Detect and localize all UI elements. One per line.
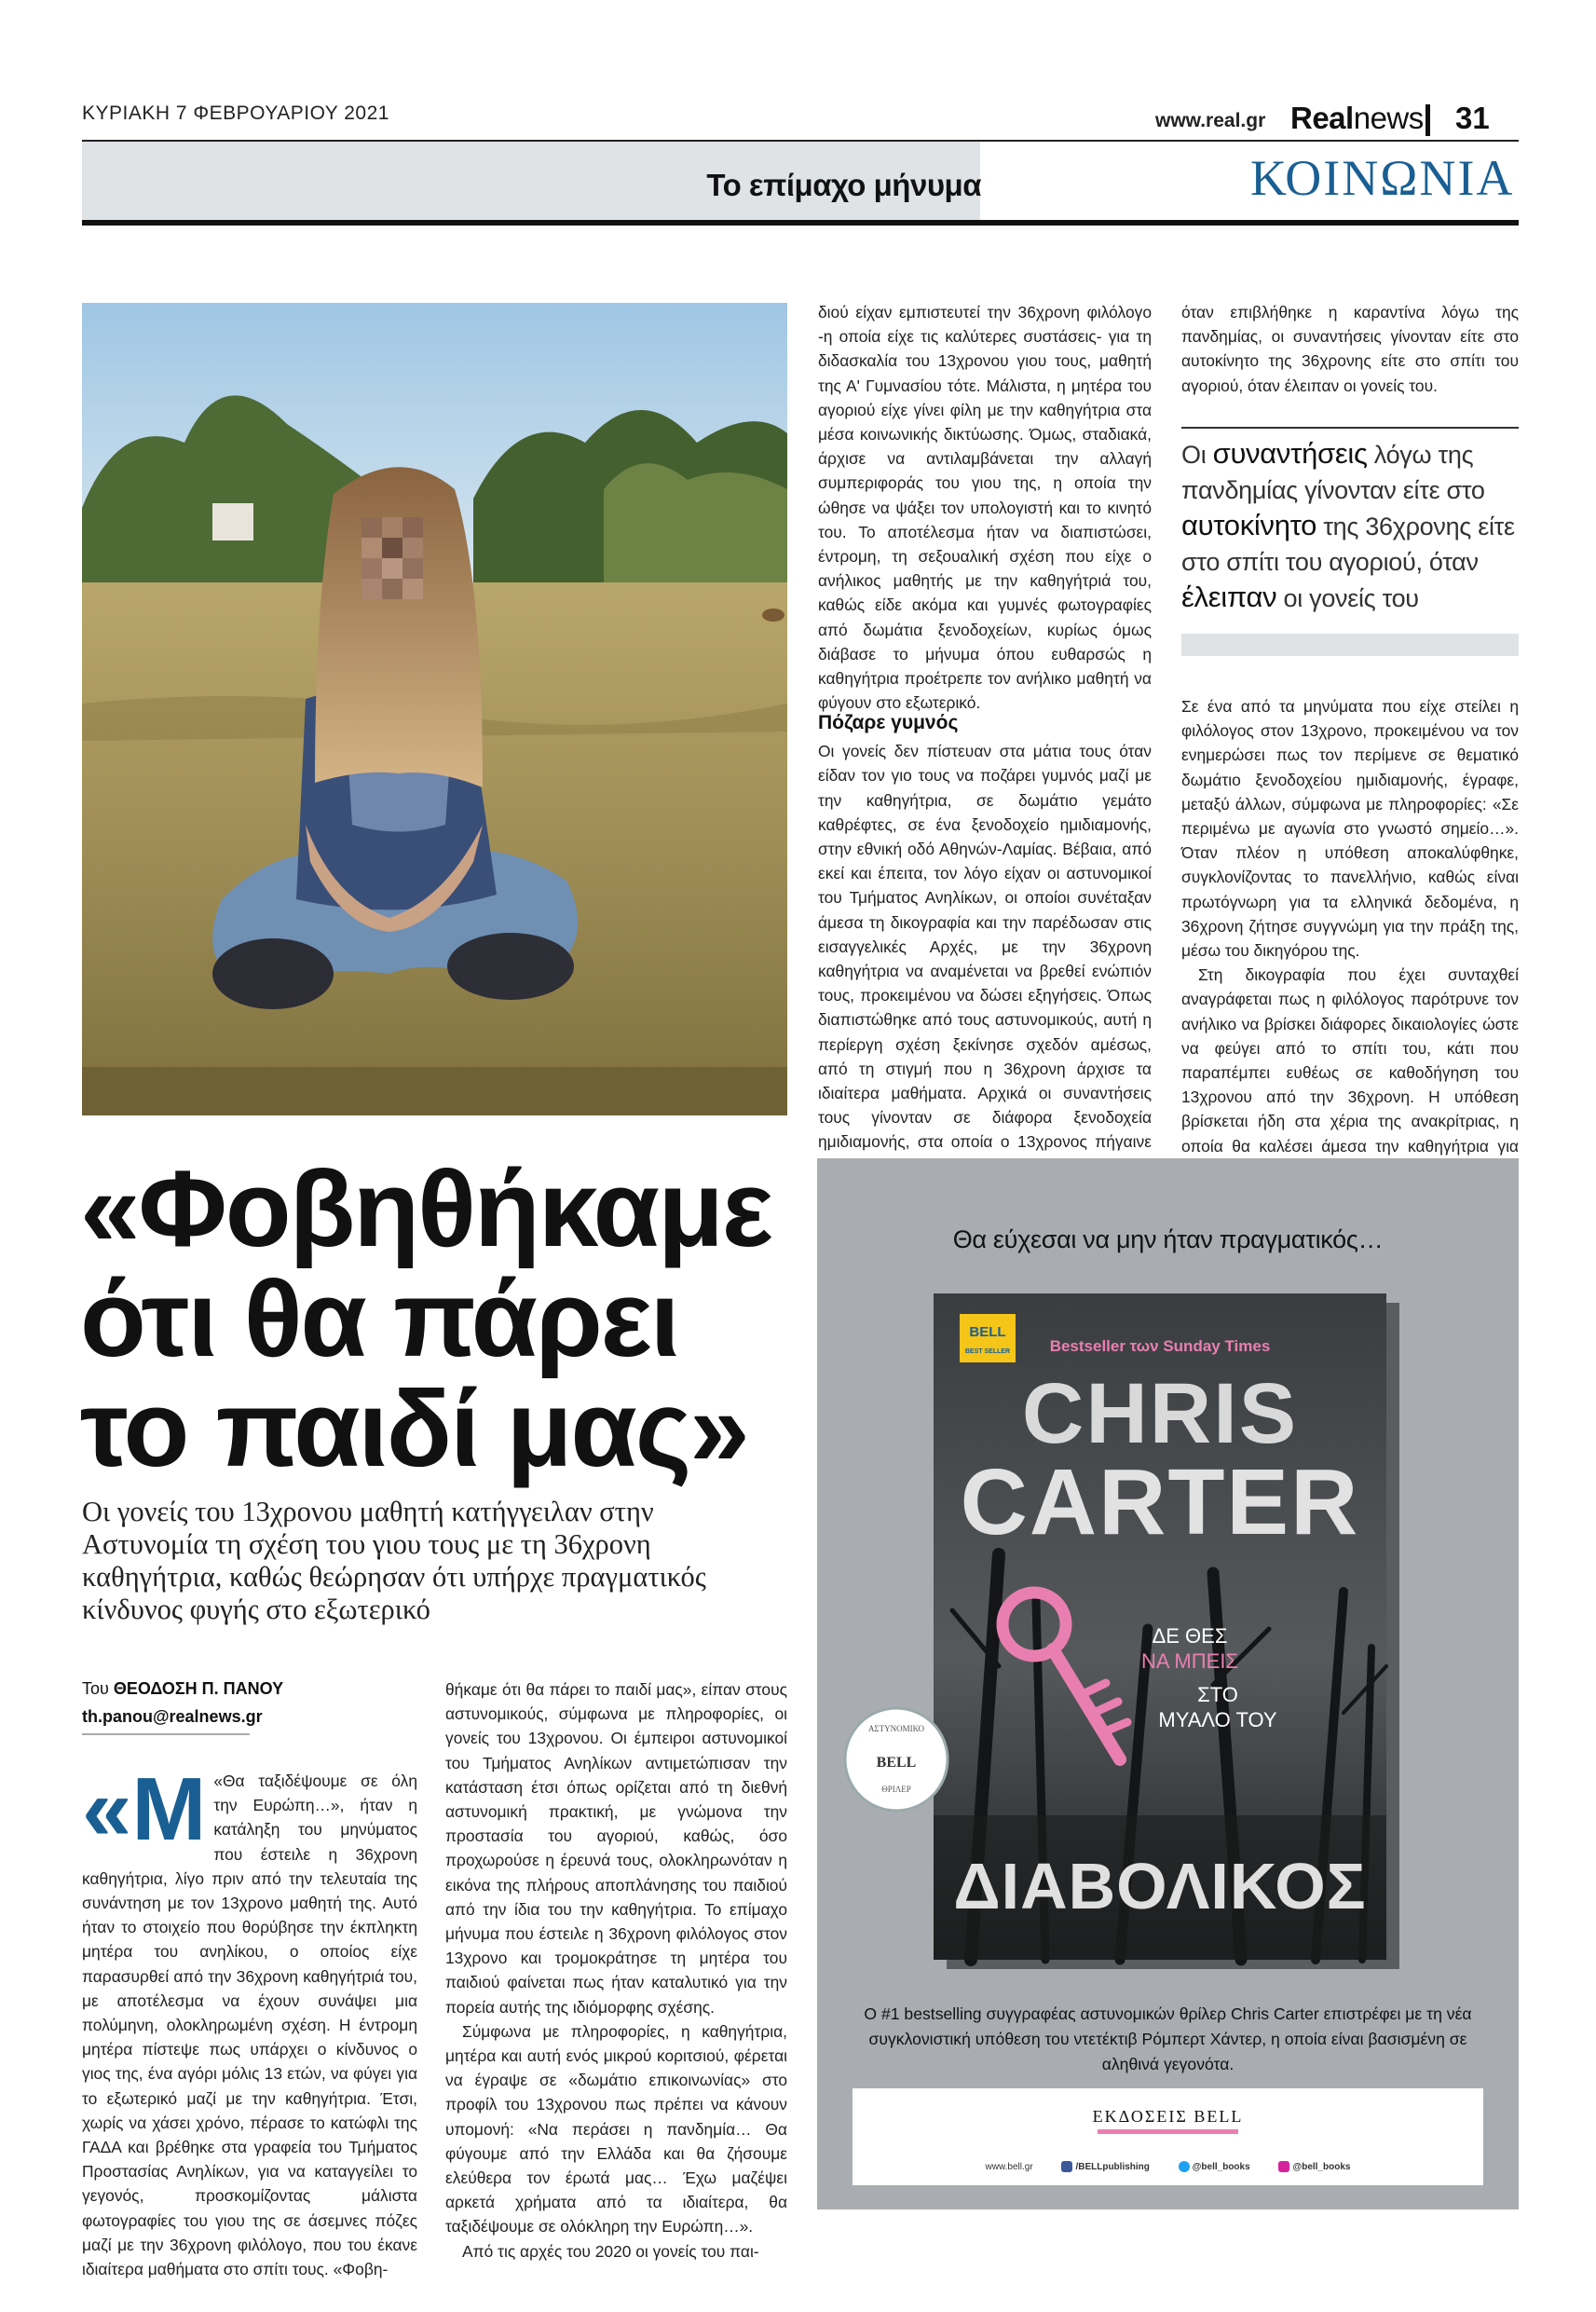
paragraph: Σύμφωνα με πληροφορίες, η καθηγήτρια, μητέρα και αυτή ενός μικρού κοριτσιού, φέρεται να έγραψε σε «δωμάτιο επικοινωνίας» στο προφίλ του 13χρονου πως πρέπει να κάνουν υπομονή: «Να περάσει η πανδημία… Θα φύγουμε από την Ελλάδα και θα ζήσουμε ελεύθερα τον έρωτά μας… Έχω μαζέψει αρκετά χρήματα από τα ιδιαίτερα, θα ταξιδέψουμε σε ολόκληρη την Ευρώπη…». xyxy=(445,2021,787,2237)
twitter-link[interactable] xyxy=(1179,2162,1250,2172)
twitter-icon xyxy=(1179,2161,1190,2172)
byline-prefix: Του xyxy=(82,1679,109,1698)
article-column-4-bottom xyxy=(1181,694,1519,1183)
drop-cap-letter: Μ xyxy=(131,1759,207,1859)
article-column-4-top xyxy=(1181,300,1519,398)
book-subtitle-1: ΔΕ ΘΕΣ xyxy=(1152,1624,1228,1648)
article-column-1 xyxy=(82,1759,417,2281)
paragraph: Σε ένα από τα μηνύματα που είχε στείλει η φιλόλογος στον 13χρονο, προκειμένου να τον ενημερώσει πως τον περίμενε σε θεματικό δωμάτιο ξενοδοχείου ημιδιαμονής, έγραφε, μεταξύ άλλων, σύμφωνα με πληροφορίες: «Σε περιμένω με αγωνία στο γνωστό σημείο…». Όταν πλέον η υπόθεση αποκαλύφθηκε, συγκλονίζοντας το πανελλήνιο, καθώς είναι πρωτόγνωρη για τα ελληνικά δεδομένα, η 36χρονη ζήτησε συγγνώμη για την πράξη της, μέσω του δικηγόρου της. xyxy=(1181,697,1519,961)
seal-middle-text: BELL xyxy=(876,1755,917,1771)
paragraph: διού είχαν εμπιστευτεί την 36χρονη φιλόλογο -η οποία είχε τις καλύτερες συστάσεις- για τη διδασκαλία του 13χρονου γιου τους, μαθητή της Α' Γυμνασίου τότε. Μάλιστα, η μητέρα του αγοριού είχε γίνει φίλη με την καθηγήτρια στα μέσα κοινωνικής δικτύωσης. Όμως, σταδιακά, άρχισε να αντιλαμβάνεται την αλλαγή συμπεριφοράς του γιου της, η οποία την ώθησε να ψάξει τον υπολογιστή και το κινητό του. Το αποτέλεσμα ήταν να διαπιστώσει, έντρομη, τη σεξουαλική σχέση που είχε ο ανήλικος μαθητής με την καθηγήτριά του, καθώς είδε ακόμα και γυμνές φωτογραφίες από δωμάτια ξενοδοχείων, κυρίως όμως διάβασε το μήνυμα όπου ευθαρσώς η καθηγήτρια προέτρεπε τον ανήλικο μαθητή να φύγουν στο εξωτερικό. xyxy=(818,303,1152,713)
paragraph: όταν επιβλήθηκε η καραντίνα λόγω της πανδημίας, οι συναντήσεις γίνονταν είτε στο αυτοκίνητο της 36χρονης είτε στο σπίτι του αγοριού, όταν έλειπαν οι γονείς του. xyxy=(1181,303,1519,395)
paragraph: Στη δικογραφία που έχει συνταχθεί αναγράφεται πως η φιλόλογος παρότρυνε τον ανήλικο να βρίσκει διάφορες δικαιολογίες ώστε να φεύγει από το σπίτι του, κάτι που παραπέμπει ευθέως σε καθοδήγηση του 13χρονου από την 36χρονη. Η υπόθεση βρίσκεται ήδη στα χέρια της ανακρίτριας, η οποία θα καλέσει άμεσα την καθηγήτρια για xyxy=(1181,965,1519,1156)
book-title: ΔΙΑΒΟΛΙΚΟΣ xyxy=(953,1850,1367,1922)
page-number: 31 xyxy=(1455,101,1490,135)
paragraph: Οι γονείς δεν πίστευαν στα μάτια τους όταν είδαν τον γιο τους να ποζάρει γυμνός μαζί με την καθηγήτρια, σε δωμάτιο γεμάτο καθρέφτες, σε ένα ξενοδοχείο ημιδιαμονής, στην εθνική οδό Αθηνών-Λαμίας. Βέβαια, από εκεί και έπειτα, τον λόγο είχαν οι αστυνομικοί του Τμήματος Ανηλίκων, οι οποίοι συνέταξαν άμεσα τη δικογραφία και την παρέδωσαν στις εισαγγελικές Αρχές, με την 36χρονη καθηγήτρια να αναμένεται να βρεθεί ενώπιόν τους, προκειμένου να δώσει εξηγήσεις. Όπως διαπιστώθηκε από τους αστυνομικούς, αυτή η περίεργη σχέση ξεκίνησε σχεδόν αμέσως, από τη στιγμή που η 36χρονη άρχισε τα ιδιαίτερα μαθήματα. Αρχικά οι συναντήσεις τους γίνονταν σε διάφορα ξενοδοχεία ημιδιαμονής, στα οποία ο 13χρονος πήγαινε xyxy=(818,742,1152,1152)
ad-description: Ο #1 bestselling συγγραφέας αστυνομικών θρίλερ Chris Carter επιστρέφει με τη νέα συγκλονιστική υπόθεση του ντετέκτιβ Ρόμπερτ Χάντερ, η οποία είναι βασισμένη σε αληθινά γεγονότα. xyxy=(864,2004,1472,2073)
drop-cap xyxy=(82,1759,207,1859)
pull-quote-text: οι γονείς του xyxy=(1283,584,1419,612)
byline xyxy=(82,1679,283,1699)
pull-quote-highlight: συναντήσεις xyxy=(1212,437,1368,470)
byline-email[interactable]: th.panou@realnews.gr xyxy=(82,1707,263,1726)
book-author-last: CARTER xyxy=(960,1450,1360,1554)
brand-logo xyxy=(1290,101,1424,136)
facebook-handle: /BELLpublishing xyxy=(1075,2161,1150,2172)
book-subtitle-2: ΝΑ ΜΠΕΙΣ xyxy=(1140,1649,1239,1673)
paragraph: Από τις αρχές του 2020 οι γονείς του παι- xyxy=(462,2241,759,2261)
book-advertisement[interactable] xyxy=(817,1158,1519,2209)
website-link[interactable]: www.bell.gr xyxy=(985,2161,1033,2172)
drop-cap-quote: « xyxy=(82,1759,132,1859)
book-subtitle-3: ΣΤΟ xyxy=(1197,1683,1238,1706)
publisher-badge-label: BEST SELLER xyxy=(964,1348,1011,1355)
instagram-icon xyxy=(1278,2161,1289,2172)
ad-footer xyxy=(853,2088,1483,2185)
byline-rule xyxy=(82,1733,250,1735)
publisher-badge-name: BELL xyxy=(969,1324,1006,1340)
facebook-link[interactable] xyxy=(1061,2162,1149,2172)
kicker-text: Το επίμαχο μήνυμα xyxy=(706,168,981,202)
article-column-3-top xyxy=(818,300,1152,715)
pull-quote-bar xyxy=(1181,634,1519,656)
publisher-underline xyxy=(1098,2129,1238,2134)
pull-quote-rule xyxy=(1181,427,1519,429)
article-column-2 xyxy=(445,1677,787,2264)
pull-quote-text: της 36χρονης είτε στο σπίτι του αγοριού, όταν xyxy=(1181,513,1515,576)
headline: «Φοβηθήκαμε ότι θα πάρει το παιδί μας» xyxy=(80,1148,771,1489)
social-links xyxy=(853,2161,1483,2172)
brand-logo-regular: news xyxy=(1353,101,1424,135)
publisher-name: ΕΚΔΟΣΕΙΣ BELL xyxy=(1092,2107,1244,2126)
subheading: Πόζαρε γυμνός xyxy=(818,712,959,733)
book-author-first: CHRIS xyxy=(1021,1366,1299,1461)
seal-top-text: ΑΣΤΥΝΟΜΙΚΟ xyxy=(867,1724,925,1733)
section-rule xyxy=(82,220,1519,226)
section-label: ΚΟΙΝΩΝΙΑ xyxy=(1250,150,1515,206)
standfirst: Οι γονείς του 13χρονου μαθητή κατήγγειλαν στην Αστυνομία τη σχέση του γιου τους με τη 36χρονη καθηγήτρια, καθώς θεώρησαν ότι υπήρχε πραγματικός κίνδυνος φυγής στο εξωτερικό xyxy=(82,1496,706,1625)
book-subtitle-4: ΜΥΑΛΟ ΤΟΥ xyxy=(1158,1708,1277,1731)
pull-quote-text: Οι xyxy=(1181,441,1207,469)
facebook-icon xyxy=(1061,2161,1072,2172)
instagram-link[interactable] xyxy=(1278,2162,1350,2172)
instagram-handle: @bell_books xyxy=(1292,2161,1351,2172)
bestseller-line: Bestseller των Sunday Times xyxy=(1049,1337,1271,1355)
pull-quote-highlight: αυτοκίνητο xyxy=(1181,509,1317,541)
thriller-seal xyxy=(845,1708,948,1811)
article-column-3-bottom xyxy=(818,694,1152,1179)
ad-tagline: Θα εύχεσαι να μην ήταν πραγματικός… xyxy=(952,1225,1384,1253)
brand-logo-bold: Real xyxy=(1290,101,1354,135)
site-url[interactable]: www.real.gr xyxy=(1155,110,1266,131)
byline-author: ΘΕΟΔΟΣΗ Π. ΠΑΝΟΥ xyxy=(113,1679,284,1698)
pull-quote xyxy=(1181,436,1519,616)
pull-quote-text: λόγω της πανδημίας γίνονταν είτε στο xyxy=(1181,441,1485,504)
brand-separator xyxy=(1425,104,1430,136)
seal-bottom-text: ΘΡΙΛΕΡ xyxy=(881,1785,911,1794)
paragraph: θήκαμε ότι θα πάρει το παιδί μας», είπαν στους αστυνομικούς, σύμφωνα με πληροφορίες, οι γονείς του 13χρονου. Οι έμπειροι αστυνομικοί του Τμήματος Ανηλίκων αντιμετώπισαν την κατάσταση έτσι όπως ορίζεται από τη διεθνή αστυνομική πρακτική, με γνώμονα την προστασία του αγοριού, καθώς, όσο προχωρούσε η έρευνά τους, ολοκληρωνόταν η εικόνα της πλήρους αποπλάνησης του παιδιού από την ίδια του την καθηγήτρια. Το επίμαχο μήνυμα που έστειλε η 36χρονη φιλόλογος στον 13χρονο και τρομοκράτησε τη μητέρα του παιδιού φαίνεται πως ήταν καταλυτικό για την πορεία αυτής της ιδιόμορφης σχέσης. xyxy=(445,1680,787,2017)
article-photo xyxy=(82,303,787,1115)
pull-quote-highlight: έλειπαν xyxy=(1181,581,1277,613)
paragraph xyxy=(82,1759,417,2281)
issue-date: ΚΥΡΙΑΚΗ 7 ΦΕΒΡΟΥΑΡΙΟΥ 2021 xyxy=(82,103,389,124)
paragraph-text: «Θα ταξιδέψουμε σε όλη την Ευρώπη…», ήταν η κατάληξη του μηνύματος που έστειλε η 36χρονη καθηγήτρια, λίγο πριν από την τελευταία της συνάντηση με τον 13χρονο μαθητή της. Αυτό ήταν το στοιχείο που θορύβησε την έκπληκτη μητέρα του ανηλίκου, ο οποίος είχε παρασυρθεί από την 36χρονη καθηγήτριά του, με αποτέλεσμα να έχουν συνάψει μια πολύμηνη, ολοκληρωμένη σχέση. Η έντρομη μητέρα πίστεψε πως υπάρχει ο κίνδυνος ο γιος της, ένα αγόρι μόλις 13 ετών, να φύγει για το εξωτερικό μαζί με την καθηγήτρια. Έτσι, χωρίς να χάσει χρόνο, πέρασε το κατώφλι της ΓΑΔΑ και βρέθηκε στα γραφεία του Τμήματος Προστασίας Ανηλίκων, για να καταγγείλει το γεγονός, προσκομίζοντας μάλιστα φωτογραφίες του γιου της σε άσεμνες πόζες μαζί με την 36χρονη φιλόλογο, που του έκανε ιδιαίτερα μαθήματα στο σπίτι τους. «Φοβη- xyxy=(82,1772,417,2279)
twitter-handle: @bell_books xyxy=(1192,2161,1250,2172)
book-cover xyxy=(867,1293,1399,1969)
